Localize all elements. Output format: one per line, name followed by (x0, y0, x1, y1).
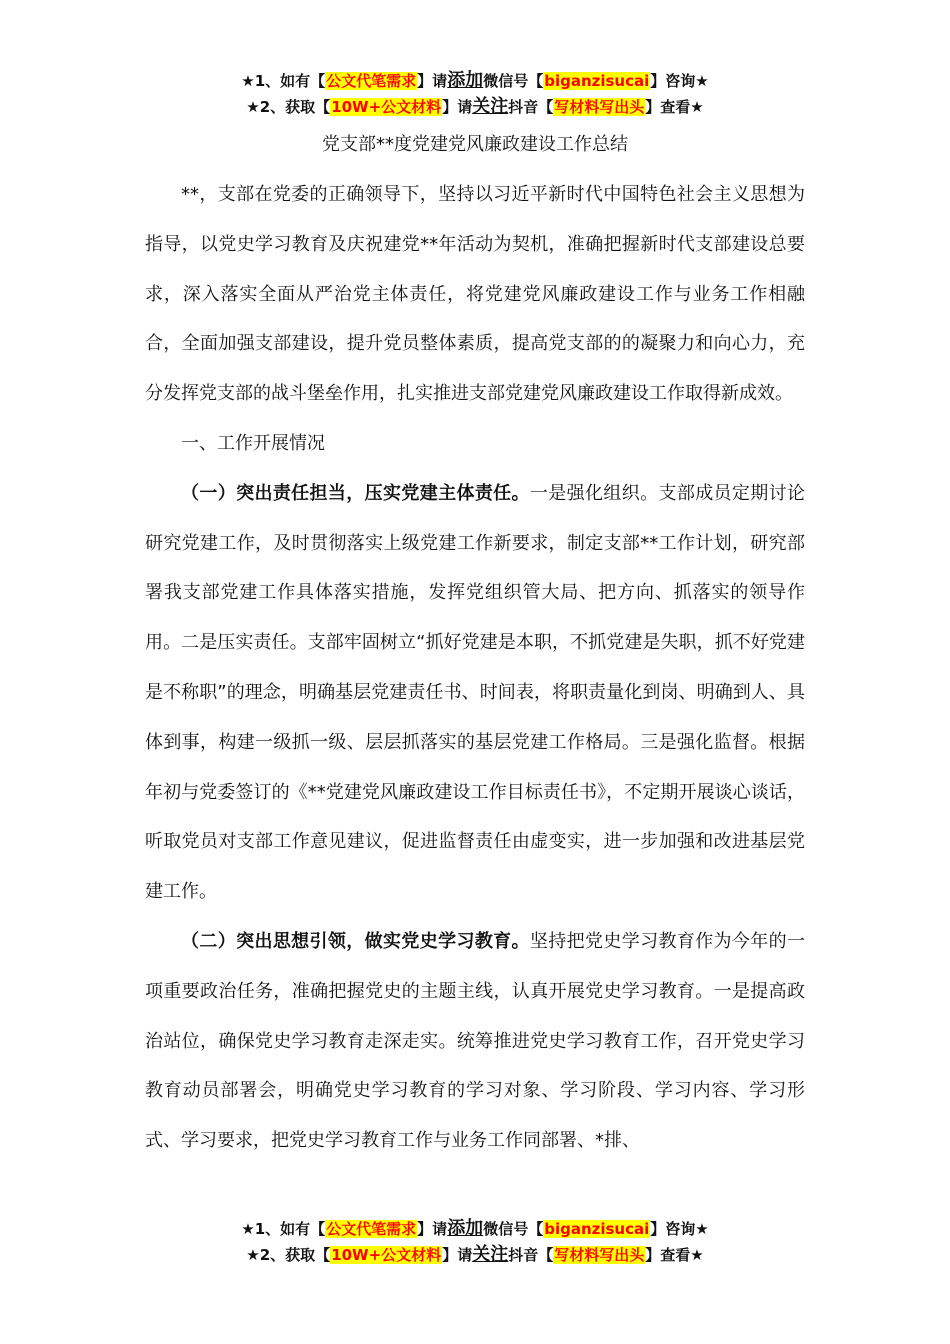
promo-highlight: 写材料写出头 (554, 1246, 645, 1264)
promo-line-1 (0, 1216, 950, 1242)
promo-highlight: 10W+公文材料 (331, 98, 442, 116)
promo-text: 抖音【 (508, 98, 554, 116)
promo-line-1 (0, 68, 950, 94)
promo-text: 微信号【 (483, 72, 544, 90)
promo-text: 抖音【 (508, 1246, 554, 1264)
promo-footer (0, 1216, 950, 1268)
promo-emphasis: 添加 (447, 1218, 484, 1239)
promo-text: ★2、获取【 (246, 1246, 331, 1264)
document-body (145, 170, 805, 1166)
promo-text: 】咨询★ (650, 72, 709, 90)
item-2-heading: （二）突出思想引领，做实党史学习教育。 (181, 930, 530, 952)
item-1-text: 一是强化组织。支部成员定期讨论研究党建工作，及时贯彻落实上级党建工作新要求，制定支部**工作计划，研究部署我支部党建工作具体落实措施，发挥党组织管大局、把方向、抓落实的领导作用。二是压实责任。支部牢固树立“抓好党建是本职，不抓党建是失职，抓不好党建是不称职”的理念，明确基层党建责任书、时间表，将职责量化到岗、明确到人、具体到事，构建一级抓一级、层层抓落实的基层党建工作格局。三是强化监督。根据年初与党委签订的《**党建党风廉政建设工作目标责任书》，不定期开展谈心谈话，听取党员对支部工作意见建议，促进监督责任由虚变实，进一步加强和改进基层党建工作。 (145, 482, 806, 903)
promo-text: 】请 (417, 1220, 448, 1238)
promo-text: 】查看★ (645, 1246, 704, 1264)
promo-line-2 (0, 94, 950, 120)
promo-line-2 (0, 1242, 950, 1268)
promo-highlight: 10W+公文材料 (331, 1246, 442, 1264)
item-1-paragraph (145, 469, 805, 917)
promo-text: 】查看★ (645, 98, 704, 116)
promo-emphasis: 关注 (472, 96, 509, 117)
section-heading: 一、工作开展情况 (181, 432, 325, 454)
promo-emphasis: 添加 (447, 70, 484, 91)
promo-text: 】请 (442, 98, 473, 116)
intro-paragraph: **，支部在党委的正确领导下，坚持以习近平新时代中国特色社会主义思想为指导，以党史学习教育及庆祝建党**年活动为契机，准确把握新时代支部建设总要求，深入落实全面从严治党主体责任，将党建党风廉政建设工作与业务工作相融合，全面加强支部建设，提升党员整体素质，提高党支部的的凝聚力和向心力，充分发挥党支部的战斗堡垒作用，扎实推进支部党建党风廉政建设工作取得新成效。 (145, 184, 805, 405)
item-2-paragraph (145, 917, 805, 1166)
promo-highlight: 公文代笔需求 (326, 72, 417, 90)
promo-text: 】请 (442, 1246, 473, 1264)
promo-text: ★2、获取【 (246, 98, 331, 116)
document-title: 党支部**度党建党风廉政建设工作总结 (322, 134, 628, 155)
promo-emphasis: 关注 (472, 1244, 509, 1265)
promo-text: 】咨询★ (650, 1220, 709, 1238)
promo-text: 】请 (417, 72, 448, 90)
promo-highlight: biganzisucai (544, 72, 650, 90)
promo-highlight: 写材料写出头 (554, 98, 645, 116)
promo-text: ★1、如有【 (241, 1220, 326, 1238)
promo-text: ★1、如有【 (241, 72, 326, 90)
item-2-text: 坚持把党史学习教育作为今年的一项重要政治任务，准确把握党史的主题主线，认真开展党史学习教育。一是提高政治站位，确保党史学习教育走深走实。统筹推进党史学习教育工作，召开党史学习教育动员部署会，明确党史学习教育的学习对象、学习阶段、学习内容、学习形式、学习要求，把党史学习教育工作与业务工作同部署、*排、 (145, 930, 806, 1152)
promo-text: 微信号【 (483, 1220, 544, 1238)
promo-highlight: 公文代笔需求 (326, 1220, 417, 1238)
promo-highlight: biganzisucai (544, 1220, 650, 1238)
item-1-heading: （一）突出责任担当，压实党建主体责任。 (181, 482, 530, 504)
promo-header (0, 68, 950, 120)
